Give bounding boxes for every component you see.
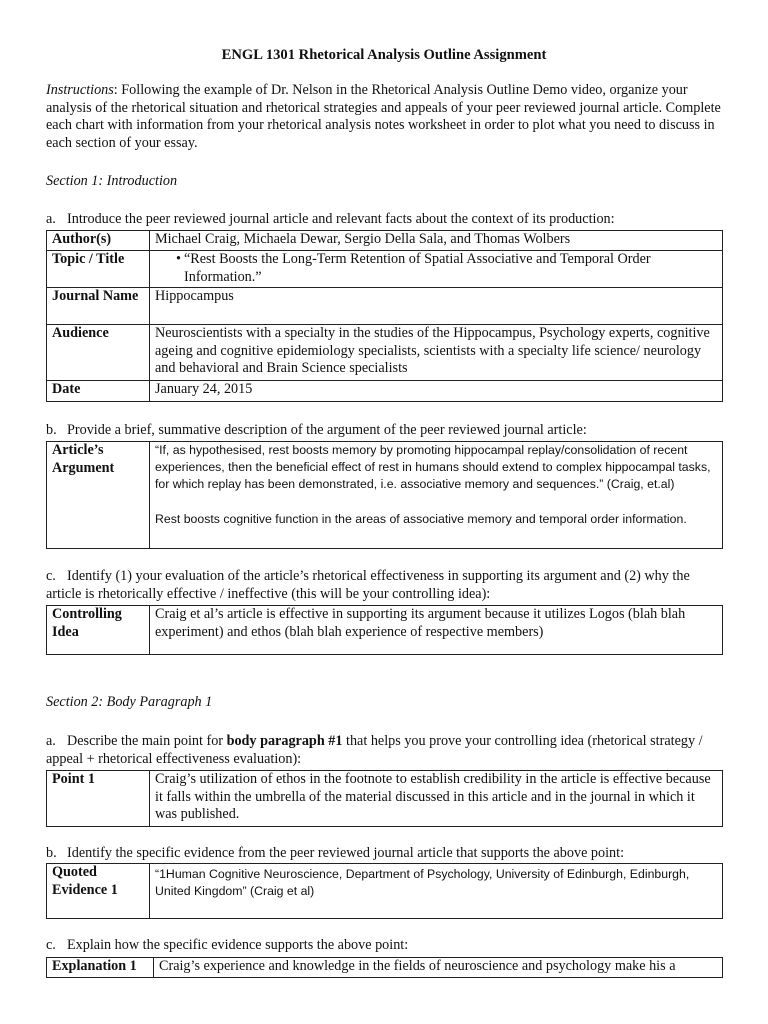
question-label: b. xyxy=(46,422,57,438)
table-row xyxy=(47,442,723,549)
table-row xyxy=(47,771,723,827)
table-row xyxy=(47,381,723,402)
controlling-idea-header: Controlling Idea xyxy=(47,606,150,655)
section1-question-c xyxy=(46,568,726,603)
question-text: Identify (1) your evaluation of the article’s rhetorical effectiveness in supporting its argument and (2) why the article is rhetorically effective / ineffective (this will be your controlling idea): xyxy=(46,568,690,602)
table-row xyxy=(47,606,723,655)
table-row xyxy=(47,288,723,325)
instructions-label: Instructions xyxy=(46,82,114,98)
point-header: Point 1 xyxy=(47,771,150,827)
date-value: January 24, 2015 xyxy=(150,381,723,402)
table-row xyxy=(47,958,723,978)
question-text-before: Describe the main point for xyxy=(67,733,227,749)
question-text-bold: body paragraph #1 xyxy=(226,733,343,749)
journal-header: Journal Name xyxy=(47,288,150,325)
page-title: ENGL 1301 Rhetorical Analysis Outline Assignment xyxy=(221,47,547,63)
argument-header: Article’s Argument xyxy=(47,442,150,549)
instructions-text: : Following the example of Dr. Nelson in the Rhetorical Analysis Outline Demo video, organize your analysis of the rhetorical situation and rhetorical strategies and appeals of your peer reviewed journal article. Complete each chart with information from your rhetorical analysis notes worksheet in order to plot what you need to discuss in each section of your essay. xyxy=(46,82,721,151)
point-table xyxy=(46,770,723,827)
section1-heading: Section 1: Introduction xyxy=(46,173,178,189)
question-text: Identify the specific evidence from the peer reviewed journal article that supports the above point: xyxy=(67,845,625,861)
topic-value: • “Rest Boosts the Long-Term Retention of Spatial Associative and Temporal Order Information.” xyxy=(155,251,717,286)
argument-summary: Rest boosts cognitive function in the areas of associative memory and temporal order information. xyxy=(155,511,687,526)
journal-value: Hippocampus xyxy=(150,288,723,325)
evidence-value: “1Human Cognitive Neuroscience, Department of Psychology, University of Edinburgh, Edinburgh, United Kingdom” (Craig et al) xyxy=(150,864,723,919)
section2-question-a xyxy=(46,733,726,768)
argument-cell xyxy=(150,442,723,549)
section2-question-c xyxy=(46,937,726,955)
question-text-after: that helps you prove your controlling idea (rhetorical strategy / appeal + rhetorical effectiveness evaluation): xyxy=(46,733,703,767)
argument-quote: “If, as hypothesised, rest boosts memory by promoting hippocampal replay/consolidation of recent experiences, then the beneficial effect of rest in humans should extend to complex hippocampal tasks, for which replay has been demonstrated, i.e. associative memory and sequences.” (Craig, et.al) xyxy=(155,443,711,492)
evidence-header: Quoted Evidence 1 xyxy=(47,864,150,919)
author-header: Author(s) xyxy=(47,231,150,251)
controlling-idea-table xyxy=(46,605,723,655)
question-text: Introduce the peer reviewed journal article and relevant facts about the context of its production: xyxy=(67,211,615,227)
audience-header: Audience xyxy=(47,325,150,381)
question-label: c. xyxy=(46,937,56,953)
section2-question-b xyxy=(46,845,726,863)
section2-heading: Section 2: Body Paragraph 1 xyxy=(46,694,213,710)
controlling-idea-value: Craig et al’s article is effective in supporting its argument because it utilizes Logos (blah blah experiment) and ethos (blah blah experience of respective members) xyxy=(150,606,723,655)
audience-value: Neuroscientists with a specialty in the studies of the Hippocampus, Psychology experts, cognitive ageing and cognitive epidemiology specialists, scientists with a specialty life science/ neurology and behavioral and Brain Science specialists xyxy=(150,325,723,381)
question-label: b. xyxy=(46,845,57,861)
date-header: Date xyxy=(47,381,150,402)
explanation-header: Explanation 1 xyxy=(47,958,154,978)
question-text: Provide a brief, summative description of the argument of the peer reviewed journal article: xyxy=(67,422,587,438)
section1-question-a xyxy=(46,211,726,229)
author-value: Michael Craig, Michaela Dewar, Sergio Della Sala, and Thomas Wolbers xyxy=(150,231,723,251)
explanation-table xyxy=(46,957,723,978)
evidence-table xyxy=(46,863,723,919)
table-row xyxy=(47,251,723,288)
topic-header: Topic / Title xyxy=(47,251,150,288)
question-text: Explain how the specific evidence supports the above point: xyxy=(67,937,409,953)
argument-table xyxy=(46,441,723,549)
question-label: c. xyxy=(46,568,56,584)
point-value: Craig’s utilization of ethos in the footnote to establish credibility in the article is effective because it falls within the umbrella of the material discussed in this article and in the journal in which it was published. xyxy=(150,771,723,827)
section1-question-b xyxy=(46,422,726,440)
instructions xyxy=(46,82,726,152)
table-row xyxy=(47,864,723,919)
topic-cell xyxy=(150,251,723,288)
table-row xyxy=(47,231,723,251)
context-table xyxy=(46,230,723,402)
question-label: a. xyxy=(46,733,56,749)
explanation-value: Craig’s experience and knowledge in the fields of neuroscience and psychology make his a xyxy=(154,958,723,978)
table-row xyxy=(47,325,723,381)
question-label: a. xyxy=(46,211,56,227)
